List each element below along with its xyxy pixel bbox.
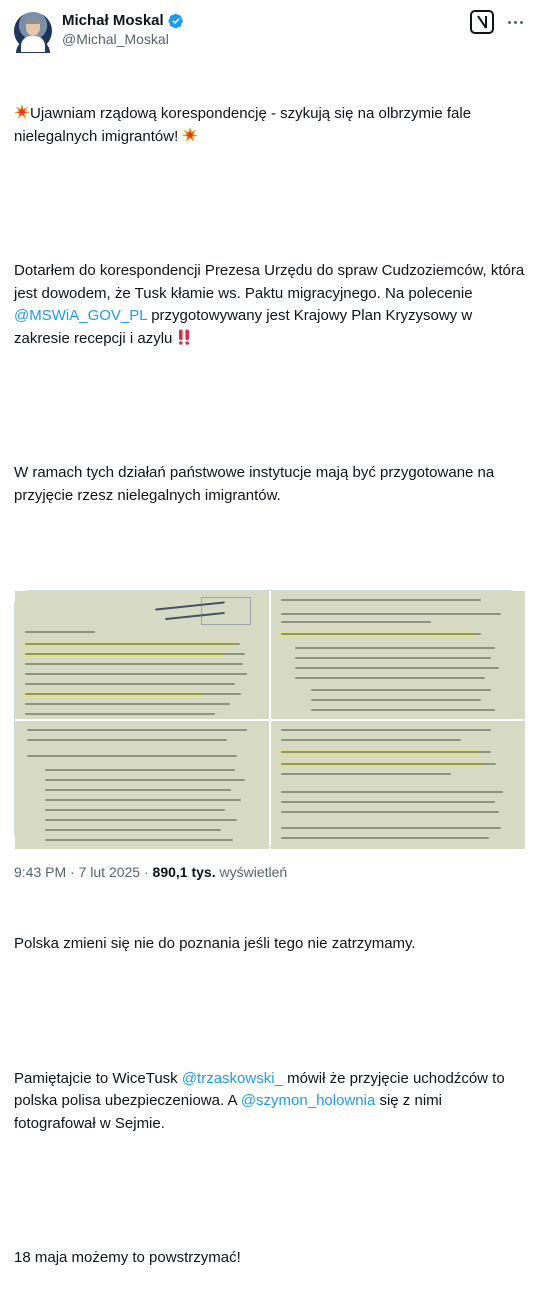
- text-line: [295, 657, 491, 659]
- more-dot: [514, 21, 517, 24]
- collision-emoji-icon: [182, 127, 198, 143]
- author-display-name[interactable]: Michał Moskal: [62, 12, 164, 29]
- text-line: [281, 791, 503, 793]
- text-line: [281, 801, 495, 803]
- paragraph-gap: [14, 193, 526, 215]
- text-line: [281, 633, 481, 635]
- text-line: [295, 667, 499, 669]
- text-line: [45, 829, 221, 831]
- tweet-paragraph-2b-text: przygotowywany jest Krajowy Plan Kryzysowy w zakresie recepcji i azylu: [14, 307, 477, 347]
- text-line: [25, 703, 230, 705]
- media-grid: [14, 590, 524, 848]
- paragraph-gap: [14, 552, 526, 574]
- tweet-paragraph-2a-text: Dotarłem do korespondencji Prezesa Urzędu do spraw Cudzoziemców, która jest dowodem, że Tusk kłamie ws. Paktu migracyjnego. Na polecenie: [14, 262, 529, 302]
- text-line: [45, 809, 225, 811]
- text-line: [281, 751, 491, 753]
- avatar-shirt: [21, 36, 45, 52]
- text-line: [25, 631, 95, 633]
- paragraph-gap: [14, 395, 526, 417]
- meta-separator: ·: [70, 864, 75, 880]
- tweet-paragraph-1: [14, 103, 526, 148]
- text-line: [281, 837, 489, 839]
- text-line: [281, 621, 431, 623]
- tweet-paragraph-3: W ramach tych działań państwowe instytucje mają być przygotowane na przyjęcie rzesz nielegalnych imigrantów.: [14, 464, 499, 504]
- text-line: [25, 693, 241, 695]
- author-name-row[interactable]: [62, 12, 184, 29]
- text-line: [45, 779, 245, 781]
- text-line: [281, 599, 481, 601]
- tweet-time[interactable]: 9:43 PM: [14, 864, 67, 880]
- mention-holownia-link[interactable]: @szymon_holownia: [240, 1092, 376, 1109]
- text-line: [25, 683, 235, 685]
- mention-mswia-link[interactable]: @MSWiA_GOV_PL: [14, 307, 148, 324]
- text-line: [311, 689, 491, 691]
- double-exclamation-emoji-icon: [177, 329, 191, 345]
- tweet-paragraph-7a-text: Pamiętajcie to WiceTusk: [14, 1069, 182, 1087]
- tweet-date[interactable]: 7 lut 2025: [78, 864, 141, 880]
- text-line: [281, 613, 501, 615]
- text-line: [281, 773, 451, 775]
- text-line: [281, 763, 496, 765]
- paragraph-gap: [14, 1001, 526, 1023]
- text-line: [311, 699, 481, 701]
- stamp-mark: [201, 597, 251, 625]
- text-line: [295, 677, 485, 679]
- tweet-paragraph-7c-text: się z nimi fotografował w Sejmie.: [14, 1092, 447, 1132]
- views-count: 890,1 tys.: [152, 864, 216, 880]
- text-line: [45, 769, 235, 771]
- more-dot: [508, 21, 511, 24]
- text-line: [45, 839, 233, 841]
- text-line: [25, 673, 247, 675]
- text-line: [311, 709, 495, 711]
- avatar[interactable]: [14, 12, 52, 50]
- collision-emoji-icon: [14, 104, 30, 120]
- tweet-meta: [14, 864, 287, 880]
- text-line: [25, 713, 215, 715]
- tweet-paragraph-2: [14, 260, 529, 350]
- verified-badge-icon: [168, 13, 184, 29]
- text-line: [281, 827, 501, 829]
- grok-glyph-icon: [472, 12, 492, 32]
- text-line: [281, 811, 499, 813]
- media-photo-1[interactable]: [15, 591, 269, 719]
- tweet-header: [14, 10, 524, 50]
- more-icon[interactable]: [504, 12, 526, 32]
- tweet-paragraph-6: Polska zmieni się nie do poznania jeśli tego nie zatrzymamy.: [14, 935, 416, 952]
- tweet-paragraph-1-text: Ujawniam rządową korespondencję - szykują się na olbrzymie fale nielegalnych imigrantów!: [14, 105, 476, 145]
- tweet-paragraph-7: [14, 1068, 526, 1136]
- text-line: [25, 663, 243, 665]
- text-line: [295, 647, 495, 649]
- text-line: [27, 739, 227, 741]
- text-line: [27, 729, 247, 731]
- views-label: wyświetleń: [219, 864, 288, 880]
- text-line: [281, 739, 461, 741]
- media-photo-3[interactable]: [15, 721, 269, 849]
- mention-trzaskowski-link[interactable]: @trzaskowski_: [181, 1069, 283, 1087]
- media-photo-2[interactable]: [271, 591, 525, 719]
- text-line: [27, 755, 237, 757]
- paragraph-gap: [14, 1180, 526, 1202]
- grok-icon[interactable]: [470, 10, 494, 34]
- text-line: [25, 643, 240, 645]
- author-handle[interactable]: @Michal_Moskal: [62, 31, 169, 47]
- tweet-paragraph-7b-text: mówił że przyjęcie uchodźców to polska polisa ubezpieczeniowa. A: [14, 1069, 509, 1109]
- text-line: [25, 653, 245, 655]
- text-line: [45, 819, 237, 821]
- tweet-paragraph-8: 18 maja możemy to powstrzymać!: [14, 1249, 241, 1266]
- text-line: [45, 799, 241, 801]
- meta-separator: ·: [143, 864, 149, 880]
- media-photo-4[interactable]: [271, 721, 525, 849]
- text-line: [281, 729, 491, 731]
- more-dot: [520, 21, 523, 24]
- text-line: [45, 789, 231, 791]
- avatar-hair: [25, 17, 41, 24]
